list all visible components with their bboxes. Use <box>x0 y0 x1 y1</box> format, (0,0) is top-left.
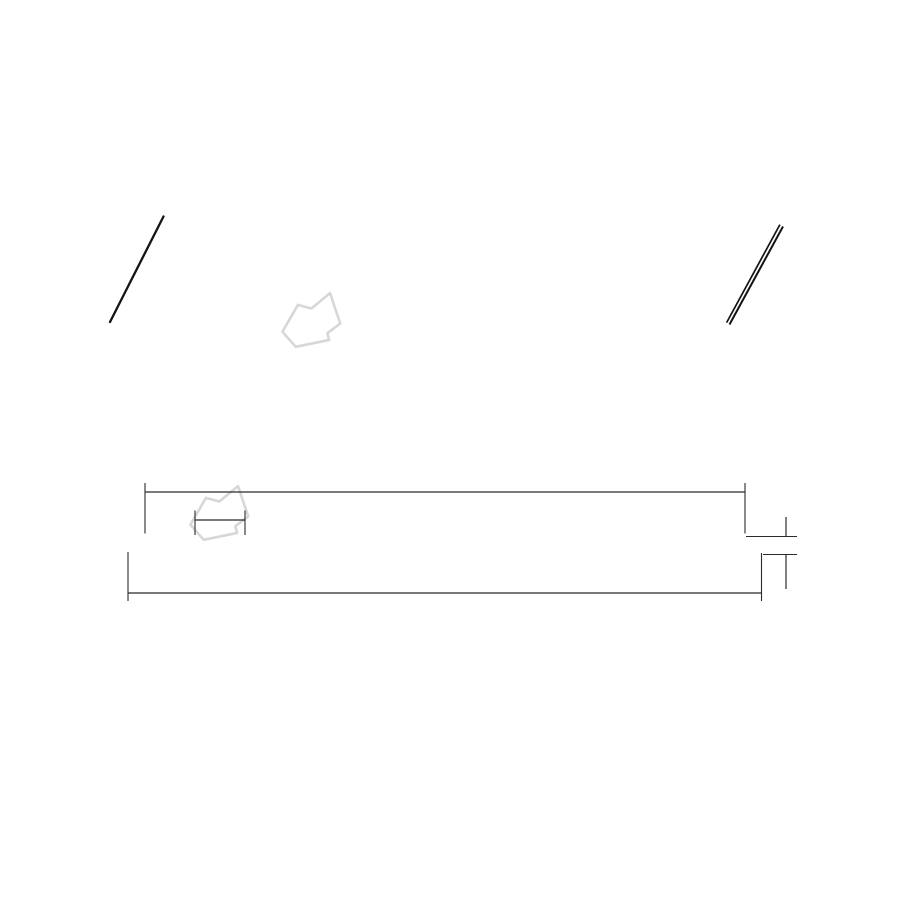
sheet-left-edge <box>110 217 164 323</box>
profile-section-drawing <box>0 440 900 640</box>
callout-b-circle <box>710 563 733 586</box>
sheet-right-edge <box>727 225 783 325</box>
extension-lines <box>128 483 797 601</box>
callout-front-side <box>610 501 661 542</box>
callout-b-leader <box>689 550 712 566</box>
dimension-lines <box>128 492 786 593</box>
callout-a-circle <box>638 501 661 524</box>
callout-back-side <box>689 550 733 586</box>
callout-a-leader <box>610 521 640 542</box>
sheet-3d-drawing <box>0 195 900 360</box>
